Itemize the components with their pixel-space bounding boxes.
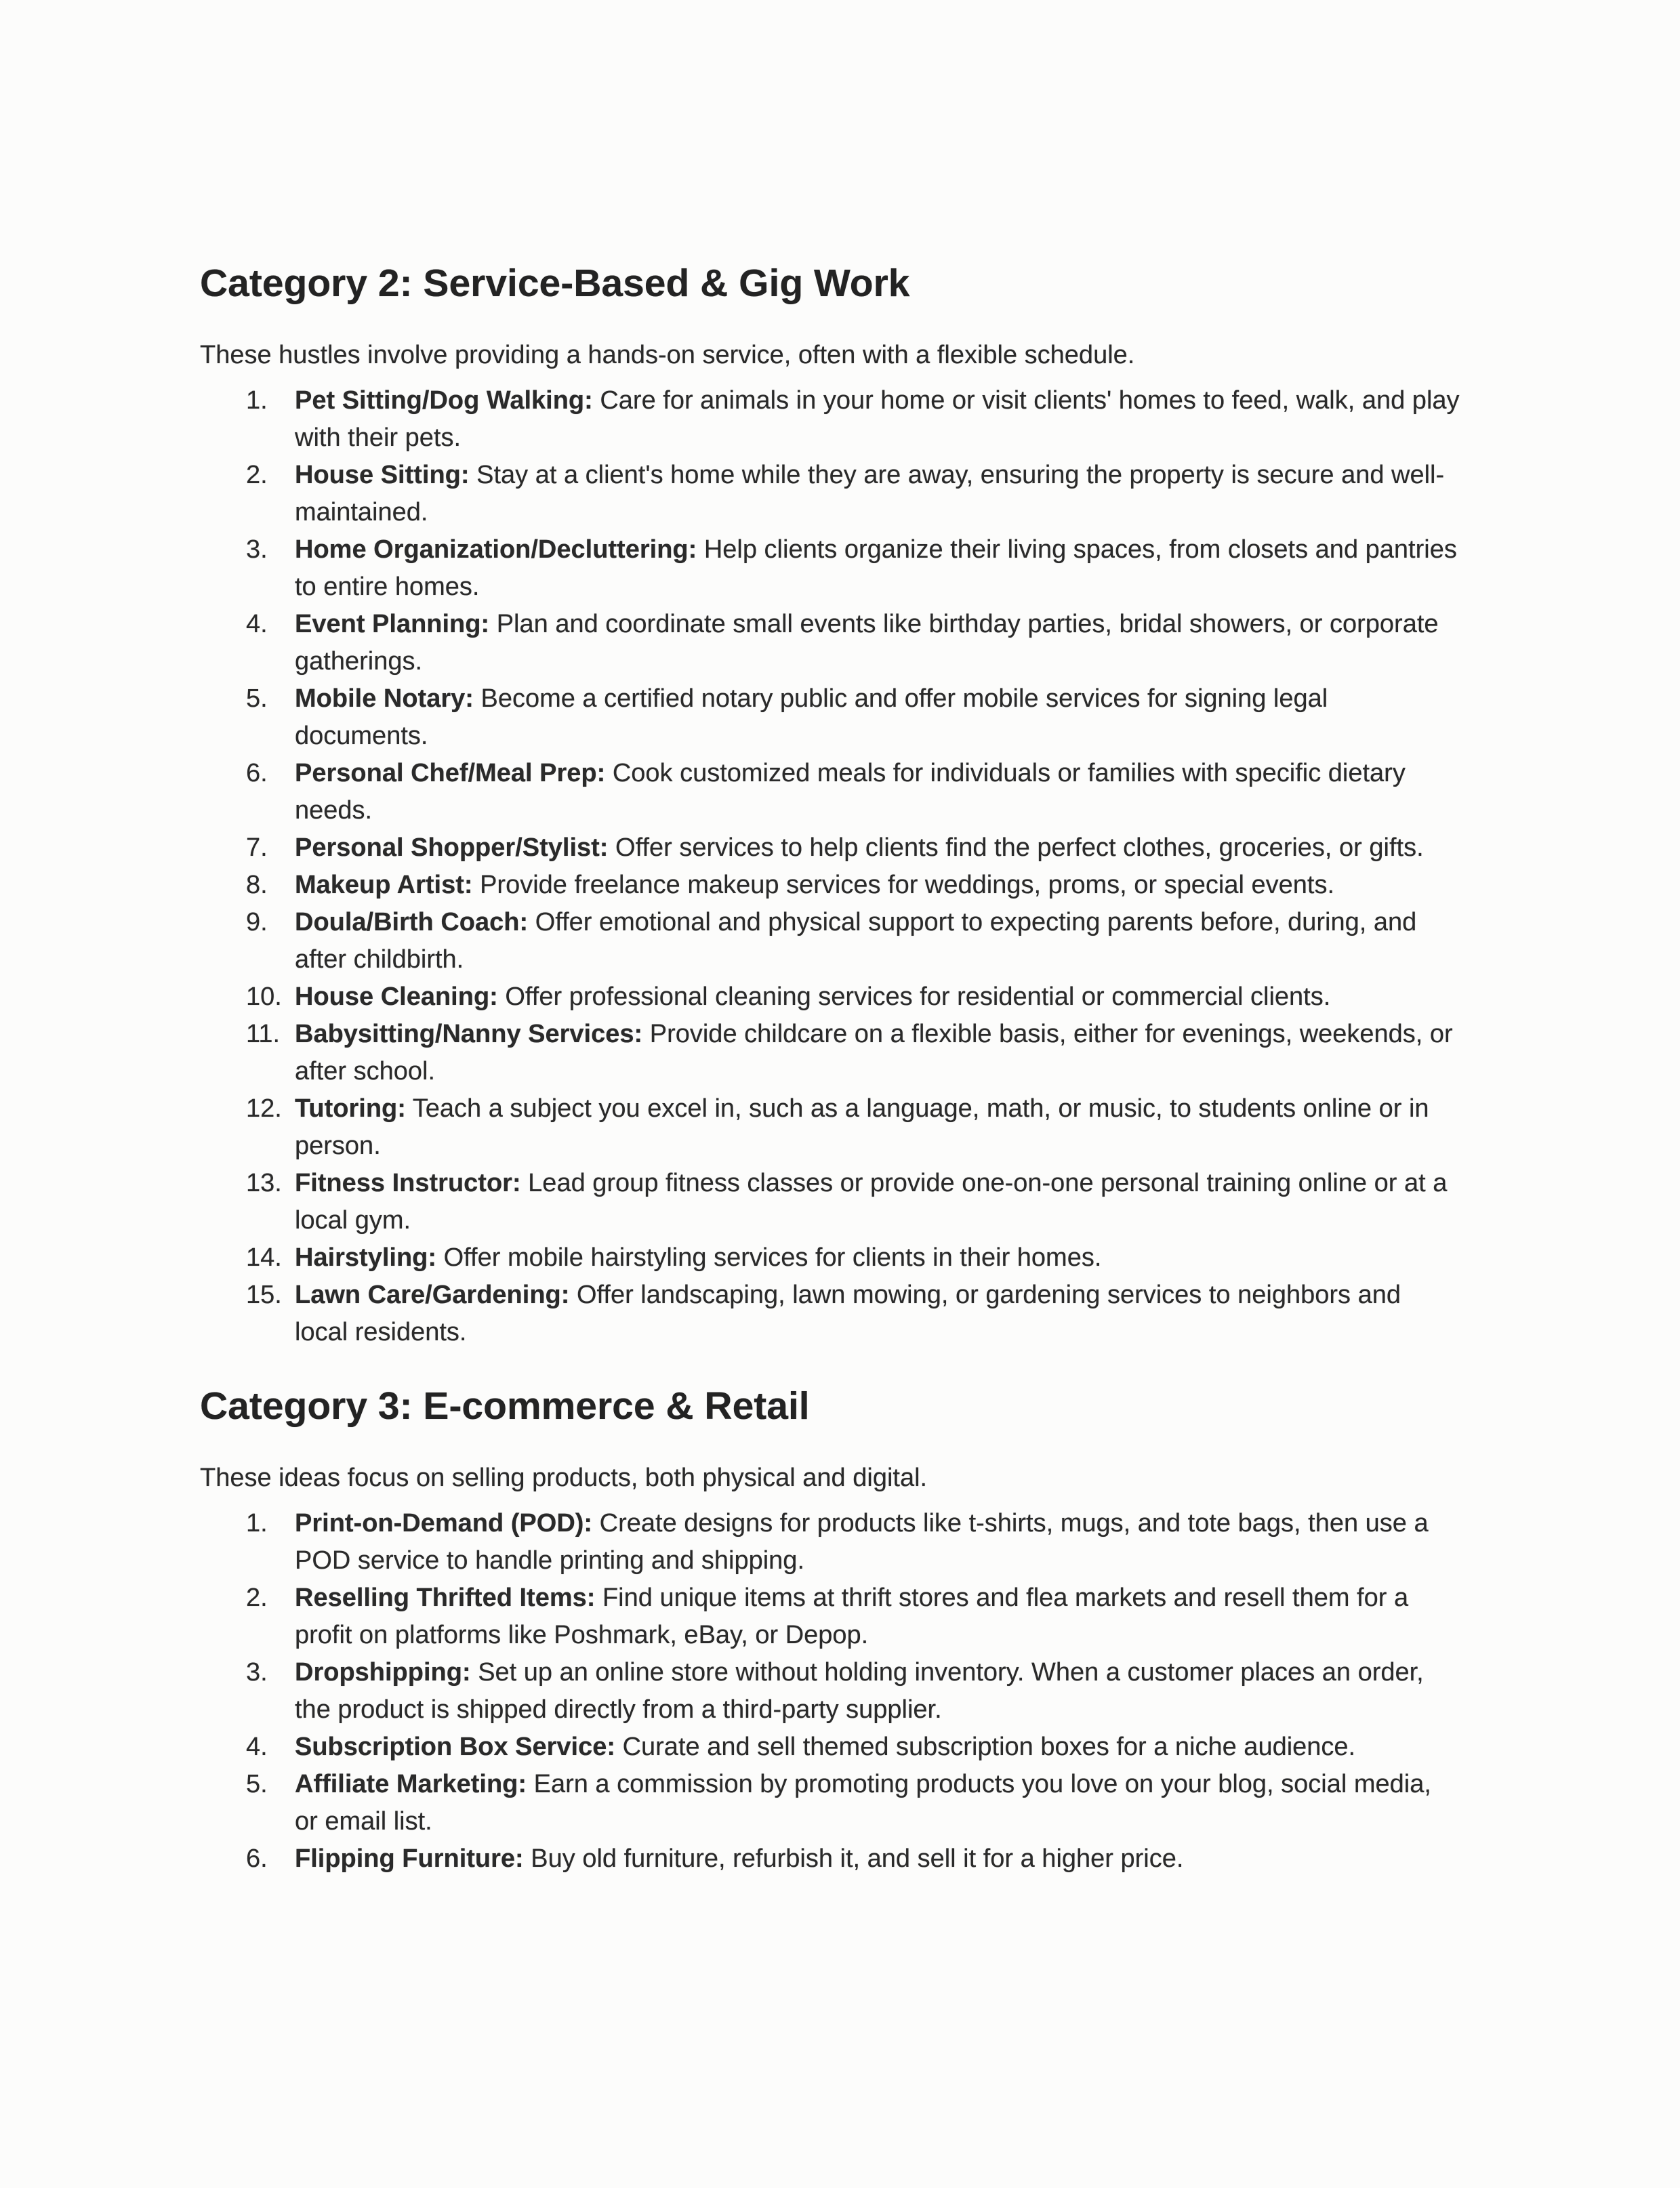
- item-title: Pet Sitting/Dog Walking:: [295, 386, 593, 415]
- item-number: 4.: [246, 610, 268, 638]
- item-title: Personal Shopper/Stylist:: [295, 833, 609, 862]
- item-title: Flipping Furniture:: [295, 1844, 524, 1873]
- item-desc: Plan and coordinate small events like birthday parties, bridal showers, or corporate gatherings.: [295, 610, 1439, 676]
- item-text: [295, 978, 1460, 1016]
- item-text: [295, 680, 1460, 755]
- item-desc: Offer services to help clients find the perfect clothes, groceries, or gifts.: [615, 833, 1424, 862]
- item-text: [295, 382, 1460, 457]
- item-number: 6.: [246, 759, 268, 787]
- item-desc: Teach a subject you excel in, such as a language, math, or music, to students online or in person.: [295, 1094, 1429, 1160]
- item-text: [295, 867, 1460, 904]
- item-desc: Earn a commission by promoting products you love on your blog, social media, or email list.: [295, 1770, 1431, 1836]
- item-text: [295, 1277, 1460, 1351]
- item-title: Lawn Care/Gardening:: [295, 1281, 570, 1309]
- item-desc: Provide freelance makeup services for weddings, proms, or special events.: [480, 871, 1334, 899]
- list-item: [246, 1016, 1517, 1090]
- item-number: 12.: [246, 1094, 282, 1123]
- item-number: 3.: [246, 535, 268, 564]
- category-3-list: [200, 1505, 1517, 1878]
- item-text: [295, 904, 1460, 978]
- item-desc: Help clients organize their living spaces, from closets and pantries to entire homes.: [295, 535, 1457, 601]
- item-text: [295, 1165, 1460, 1239]
- item-number: 14.: [246, 1243, 282, 1272]
- item-title: Event Planning:: [295, 610, 490, 638]
- item-text: [295, 1090, 1460, 1165]
- item-number: 5.: [246, 1770, 268, 1798]
- item-text: [295, 1239, 1460, 1277]
- list-item: [246, 1505, 1517, 1580]
- item-number: 11.: [246, 1020, 281, 1048]
- list-item: [246, 829, 1517, 867]
- item-desc: Buy old furniture, refurbish it, and sell it for a higher price.: [531, 1844, 1184, 1873]
- item-title: Home Organization/Decluttering:: [295, 535, 697, 564]
- category-2-section: [200, 261, 1517, 1351]
- item-desc: Create designs for products like t-shirts, mugs, and tote bags, then use a POD service to handle printing and shipping.: [295, 1509, 1429, 1575]
- item-desc: Become a certified notary public and offer mobile services for signing legal documents.: [295, 684, 1328, 750]
- category-3-intro: These ideas focus on selling products, both physical and digital.: [200, 1464, 928, 1492]
- category-2-intro: These hustles involve providing a hands-on service, often with a flexible schedule.: [200, 341, 1135, 369]
- item-title: Print-on-Demand (POD):: [295, 1509, 593, 1537]
- item-number: 2.: [246, 461, 268, 489]
- item-title: Doula/Birth Coach:: [295, 908, 529, 936]
- item-number: 1.: [246, 386, 268, 415]
- list-item: [246, 1580, 1517, 1654]
- item-number: 1.: [246, 1509, 268, 1537]
- item-text: [295, 531, 1460, 606]
- item-title: House Sitting:: [295, 461, 470, 489]
- list-item: [246, 1766, 1517, 1840]
- item-text: [295, 1840, 1460, 1878]
- item-number: 7.: [246, 833, 268, 862]
- item-desc: Lead group fitness classes or provide one-on-one personal training online or at a local gym.: [295, 1169, 1448, 1235]
- item-number: 15.: [246, 1281, 282, 1309]
- item-text: [295, 1505, 1460, 1580]
- item-title: Makeup Artist:: [295, 871, 473, 899]
- item-number: 3.: [246, 1658, 268, 1687]
- item-desc: Curate and sell themed subscription boxes for a niche audience.: [622, 1733, 1356, 1761]
- list-item: [246, 382, 1517, 457]
- item-title: Babysitting/Nanny Services:: [295, 1020, 643, 1048]
- list-item: [246, 457, 1517, 531]
- item-text: [295, 1016, 1460, 1090]
- list-item: [246, 1654, 1517, 1729]
- item-text: [295, 1580, 1460, 1654]
- item-desc: Offer landscaping, lawn mowing, or gardening services to neighbors and local residents.: [295, 1281, 1401, 1346]
- item-desc: Stay at a client's home while they are away, ensuring the property is secure and well-maintained.: [295, 461, 1445, 527]
- category-3-heading: Category 3: E-commerce & Retail: [200, 1384, 810, 1428]
- list-item: [246, 904, 1517, 978]
- item-number: 6.: [246, 1844, 268, 1873]
- item-title: Subscription Box Service:: [295, 1733, 616, 1761]
- item-desc: Set up an online store without holding inventory. When a customer places an order, the product is shipped directly from a third-party supplier.: [295, 1658, 1424, 1724]
- item-title: Affiliate Marketing:: [295, 1770, 527, 1798]
- item-number: 4.: [246, 1733, 268, 1761]
- item-number: 9.: [246, 908, 268, 936]
- list-item: [246, 1277, 1517, 1351]
- item-number: 8.: [246, 871, 268, 899]
- category-2-heading: Category 2: Service-Based & Gig Work: [200, 262, 910, 305]
- item-text: [295, 755, 1460, 829]
- item-desc: Offer emotional and physical support to expecting parents before, during, and after childbirth.: [295, 908, 1417, 974]
- list-item: [246, 1729, 1517, 1766]
- item-desc: Cook customized meals for individuals or families with specific dietary needs.: [295, 759, 1406, 825]
- list-item: [246, 867, 1517, 904]
- list-item: [246, 680, 1517, 755]
- item-title: Fitness Instructor:: [295, 1169, 521, 1197]
- list-item: [246, 1165, 1517, 1239]
- item-title: Mobile Notary:: [295, 684, 474, 713]
- item-text: [295, 606, 1460, 680]
- item-title: House Cleaning:: [295, 983, 498, 1011]
- item-title: Reselling Thrifted Items:: [295, 1584, 596, 1612]
- item-title: Personal Chef/Meal Prep:: [295, 759, 606, 787]
- list-item: [246, 1090, 1517, 1165]
- category-2-list: [200, 382, 1517, 1351]
- category-3-section: [200, 1384, 1517, 1878]
- item-text: [295, 457, 1460, 531]
- item-title: Dropshipping:: [295, 1658, 471, 1687]
- list-item: [246, 1239, 1517, 1277]
- item-desc: Find unique items at thrift stores and flea markets and resell them for a profit on platforms like Poshmark, eBay, or Depop.: [295, 1584, 1409, 1649]
- list-item: [246, 978, 1517, 1016]
- item-text: [295, 1766, 1460, 1840]
- item-desc: Provide childcare on a flexible basis, either for evenings, weekends, or after school.: [295, 1020, 1453, 1086]
- list-item: [246, 755, 1517, 829]
- item-desc: Care for animals in your home or visit clients' homes to feed, walk, and play with their pets.: [295, 386, 1460, 452]
- item-number: 10.: [246, 983, 282, 1011]
- item-number: 5.: [246, 684, 268, 713]
- item-desc: Offer mobile hairstyling services for clients in their homes.: [443, 1243, 1102, 1272]
- list-item: [246, 1840, 1517, 1878]
- item-number: 2.: [246, 1584, 268, 1612]
- item-text: [295, 1729, 1460, 1766]
- item-number: 13.: [246, 1169, 282, 1197]
- item-title: Hairstyling:: [295, 1243, 437, 1272]
- list-item: [246, 606, 1517, 680]
- item-title: Tutoring:: [295, 1094, 406, 1123]
- item-text: [295, 829, 1460, 867]
- list-item: [246, 531, 1517, 606]
- item-desc: Offer professional cleaning services for residential or commercial clients.: [505, 983, 1331, 1011]
- item-text: [295, 1654, 1460, 1729]
